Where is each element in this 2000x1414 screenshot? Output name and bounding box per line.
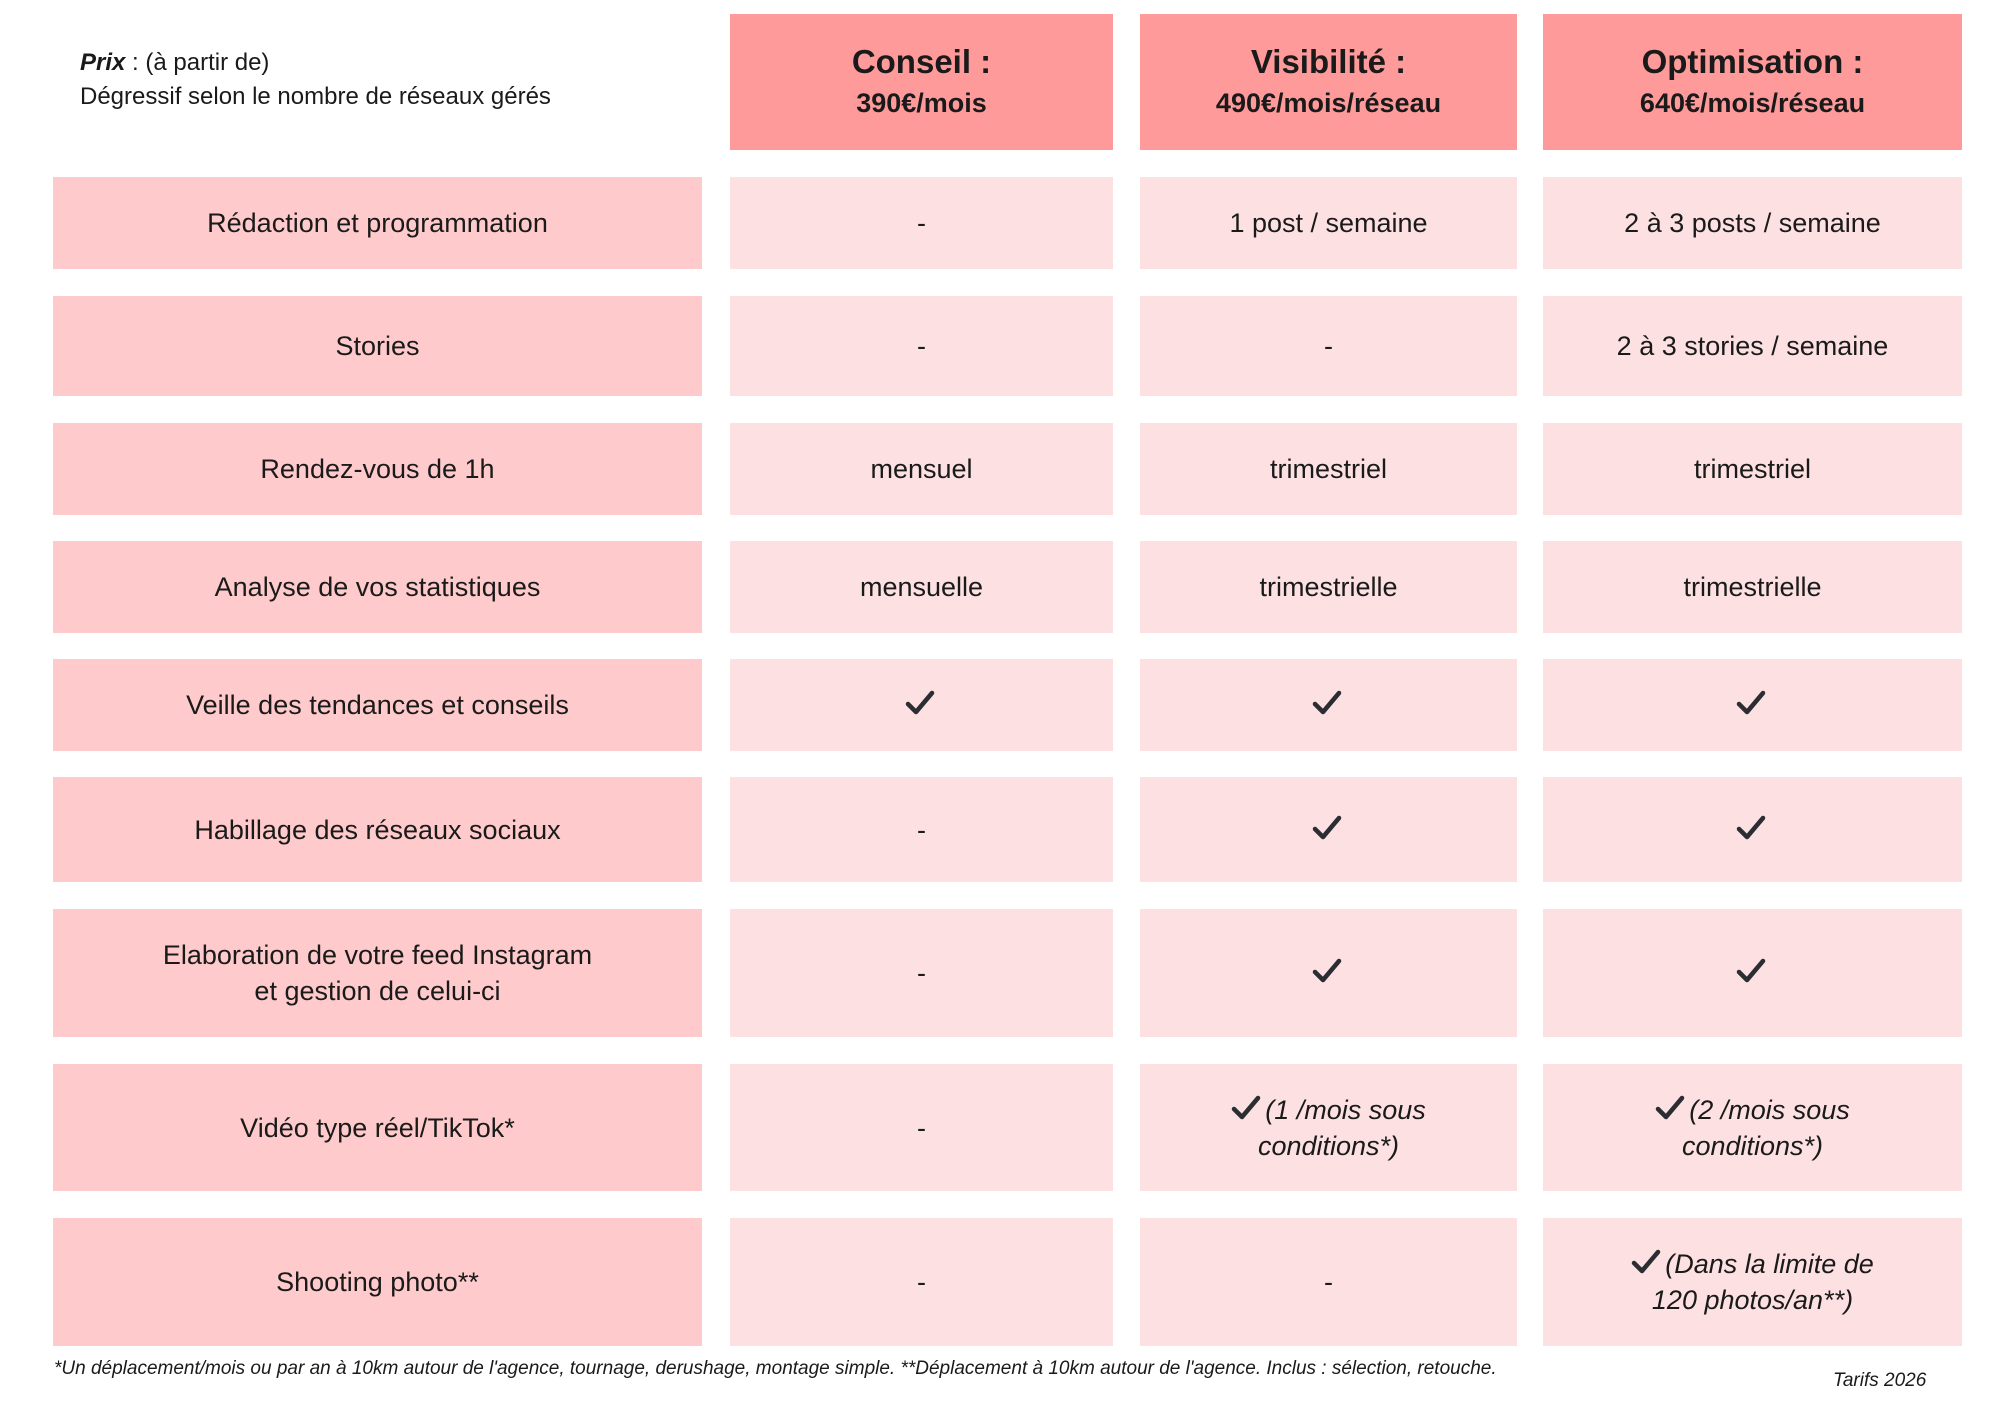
- cell-optimisation: [1543, 777, 1962, 882]
- checkmark-icon: [1736, 689, 1766, 717]
- cell-optimisation: [1543, 1064, 1962, 1191]
- document-year: Tarifs 2026: [1833, 1370, 1927, 1391]
- cell-text: 2 à 3 stories / semaine: [1616, 331, 1889, 361]
- cell-conseil: [730, 909, 1113, 1037]
- plan-header-conseil: [730, 14, 1113, 150]
- checkmark-icon: [1312, 957, 1342, 985]
- cell-text: mensuelle: [859, 572, 984, 602]
- price-label: Prix: [80, 49, 126, 76]
- cell-content: [1312, 687, 1346, 723]
- cell-visibilite: [1140, 177, 1517, 269]
- cell-text: conditions*): [1681, 1130, 1824, 1161]
- cell-content: [1229, 205, 1427, 241]
- cell-text: trimestriel: [1693, 454, 1811, 484]
- cell-optimisation: [1543, 659, 1962, 751]
- plan-name: Conseil :: [851, 43, 992, 80]
- checkmark-icon: [1312, 814, 1342, 842]
- cell-content: [1624, 205, 1881, 241]
- cell-text: (2 /mois sous: [1689, 1094, 1850, 1125]
- cell-visibilite: [1140, 909, 1517, 1037]
- cell-conseil: [730, 423, 1113, 515]
- checkmark-icon: [1312, 689, 1342, 717]
- cell-visibilite: [1140, 659, 1517, 751]
- cell-visibilite: [1140, 423, 1517, 515]
- cell-optimisation: [1543, 541, 1962, 633]
- cell-conseil: [730, 1064, 1113, 1191]
- row-label: [53, 423, 702, 515]
- cell-visibilite: [1140, 296, 1517, 396]
- cell-optimisation: [1543, 296, 1962, 396]
- plan-header-optimisation: [1543, 14, 1962, 150]
- cell-text: (Dans la limite de: [1665, 1249, 1874, 1279]
- cell-conseil: [730, 1218, 1113, 1346]
- cell-text: -: [917, 814, 926, 845]
- cell-content: [1324, 1264, 1333, 1300]
- cell-content: [917, 205, 926, 241]
- checkmark-icon: [1231, 1094, 1261, 1122]
- cell-text: -: [917, 331, 926, 361]
- cell-content: [1324, 328, 1333, 364]
- cell-text: -: [917, 1267, 926, 1297]
- cell-optimisation: [1543, 423, 1962, 515]
- price-label-suffix: : (à partir de): [125, 49, 270, 76]
- cell-content: [1631, 1246, 1874, 1318]
- row-label-text: Shooting photo**: [276, 1267, 479, 1297]
- row-label-text: Rédaction et programmation: [207, 208, 548, 238]
- row-label-text: Habillage des réseaux sociaux: [194, 814, 561, 845]
- cell-conseil: [730, 659, 1113, 751]
- row-label-text: Analyse de vos statistiques: [214, 572, 541, 602]
- plan-price: 490€/mois/réseau: [1215, 88, 1442, 118]
- row-label: [53, 177, 702, 269]
- cell-text: -: [917, 958, 926, 988]
- cell-content: [870, 451, 972, 487]
- cell-text: (1 /mois sous: [1265, 1094, 1426, 1125]
- cell-visibilite: [1140, 1064, 1517, 1191]
- cell-content: [917, 1110, 926, 1146]
- cell-text: -: [917, 208, 926, 238]
- checkmark-icon: [1655, 1094, 1685, 1122]
- cell-conseil: [730, 541, 1113, 633]
- cell-text: -: [1324, 331, 1333, 361]
- price-note: [80, 46, 680, 114]
- cell-content: [1694, 451, 1811, 487]
- cell-text: -: [1324, 1267, 1333, 1297]
- cell-text: mensuel: [870, 454, 973, 484]
- cell-content: [905, 687, 939, 723]
- cell-visibilite: [1140, 1218, 1517, 1346]
- plan-name: Visibilité :: [1250, 43, 1407, 80]
- cell-text: 2 à 3 posts / semaine: [1624, 208, 1881, 238]
- cell-content: [1312, 812, 1346, 848]
- cell-text: conditions*): [1257, 1130, 1400, 1161]
- cell-visibilite: [1140, 541, 1517, 633]
- row-label-text: Elaboration de votre feed Instagram et gestion de celui-ci: [162, 940, 593, 1006]
- row-label-text: Rendez-vous de 1h: [260, 454, 495, 484]
- cell-content: [860, 569, 983, 605]
- cell-content: [1736, 955, 1770, 991]
- cell-content: [917, 1264, 926, 1300]
- cell-content: [1683, 569, 1821, 605]
- cell-conseil: [730, 177, 1113, 269]
- cell-content: [1270, 451, 1387, 487]
- cell-content: [917, 955, 926, 991]
- cell-text: -: [917, 1112, 926, 1143]
- cell-content: [1655, 1092, 1850, 1164]
- row-label: [53, 909, 702, 1037]
- cell-optimisation: [1543, 177, 1962, 269]
- cell-conseil: [730, 777, 1113, 882]
- cell-content: [1231, 1092, 1426, 1164]
- row-label: [53, 1218, 702, 1346]
- plan-price: 390€/mois: [856, 88, 987, 118]
- price-note-line2: Dégressif selon le nombre de réseaux gérés: [80, 83, 551, 110]
- cell-content: [1736, 687, 1770, 723]
- cell-text: 120 photos/an**): [1651, 1285, 1854, 1315]
- price-note-line1: [80, 46, 680, 80]
- plan-price: 640€/mois/réseau: [1639, 88, 1866, 118]
- cell-text: trimestrielle: [1259, 572, 1398, 602]
- checkmark-icon: [1736, 957, 1766, 985]
- checkmark-icon: [905, 689, 935, 717]
- row-label: [53, 541, 702, 633]
- footnote: *Un déplacement/mois ou par an à 10km autour de l'agence, tournage, derushage, montage simple. **Déplacement à 10km autour de l'agence. Inclus : sélection, retouche.: [54, 1358, 1497, 1379]
- row-label: [53, 296, 702, 396]
- row-label-text: Vidéo type réel/TikTok*: [240, 1112, 515, 1143]
- row-label: [53, 659, 702, 751]
- plan-name: Optimisation :: [1641, 43, 1864, 80]
- row-label: [53, 777, 702, 882]
- cell-optimisation: [1543, 1218, 1962, 1346]
- cell-content: [917, 812, 926, 848]
- row-label-text: Veille des tendances et conseils: [186, 690, 569, 720]
- plan-header-visibilite: [1140, 14, 1517, 150]
- row-label: [53, 1064, 702, 1191]
- checkmark-icon: [1736, 814, 1766, 842]
- cell-text: trimestriel: [1269, 454, 1387, 484]
- cell-content: [1312, 955, 1346, 991]
- cell-text: trimestrielle: [1683, 572, 1822, 602]
- cell-conseil: [730, 296, 1113, 396]
- row-label-text: Stories: [335, 331, 420, 361]
- cell-content: [1736, 812, 1770, 848]
- checkmark-icon: [1631, 1248, 1661, 1276]
- cell-content: [1617, 328, 1889, 364]
- cell-content: [1259, 569, 1397, 605]
- cell-visibilite: [1140, 777, 1517, 882]
- cell-content: [917, 328, 926, 364]
- cell-text: 1 post / semaine: [1229, 208, 1428, 238]
- cell-optimisation: [1543, 909, 1962, 1037]
